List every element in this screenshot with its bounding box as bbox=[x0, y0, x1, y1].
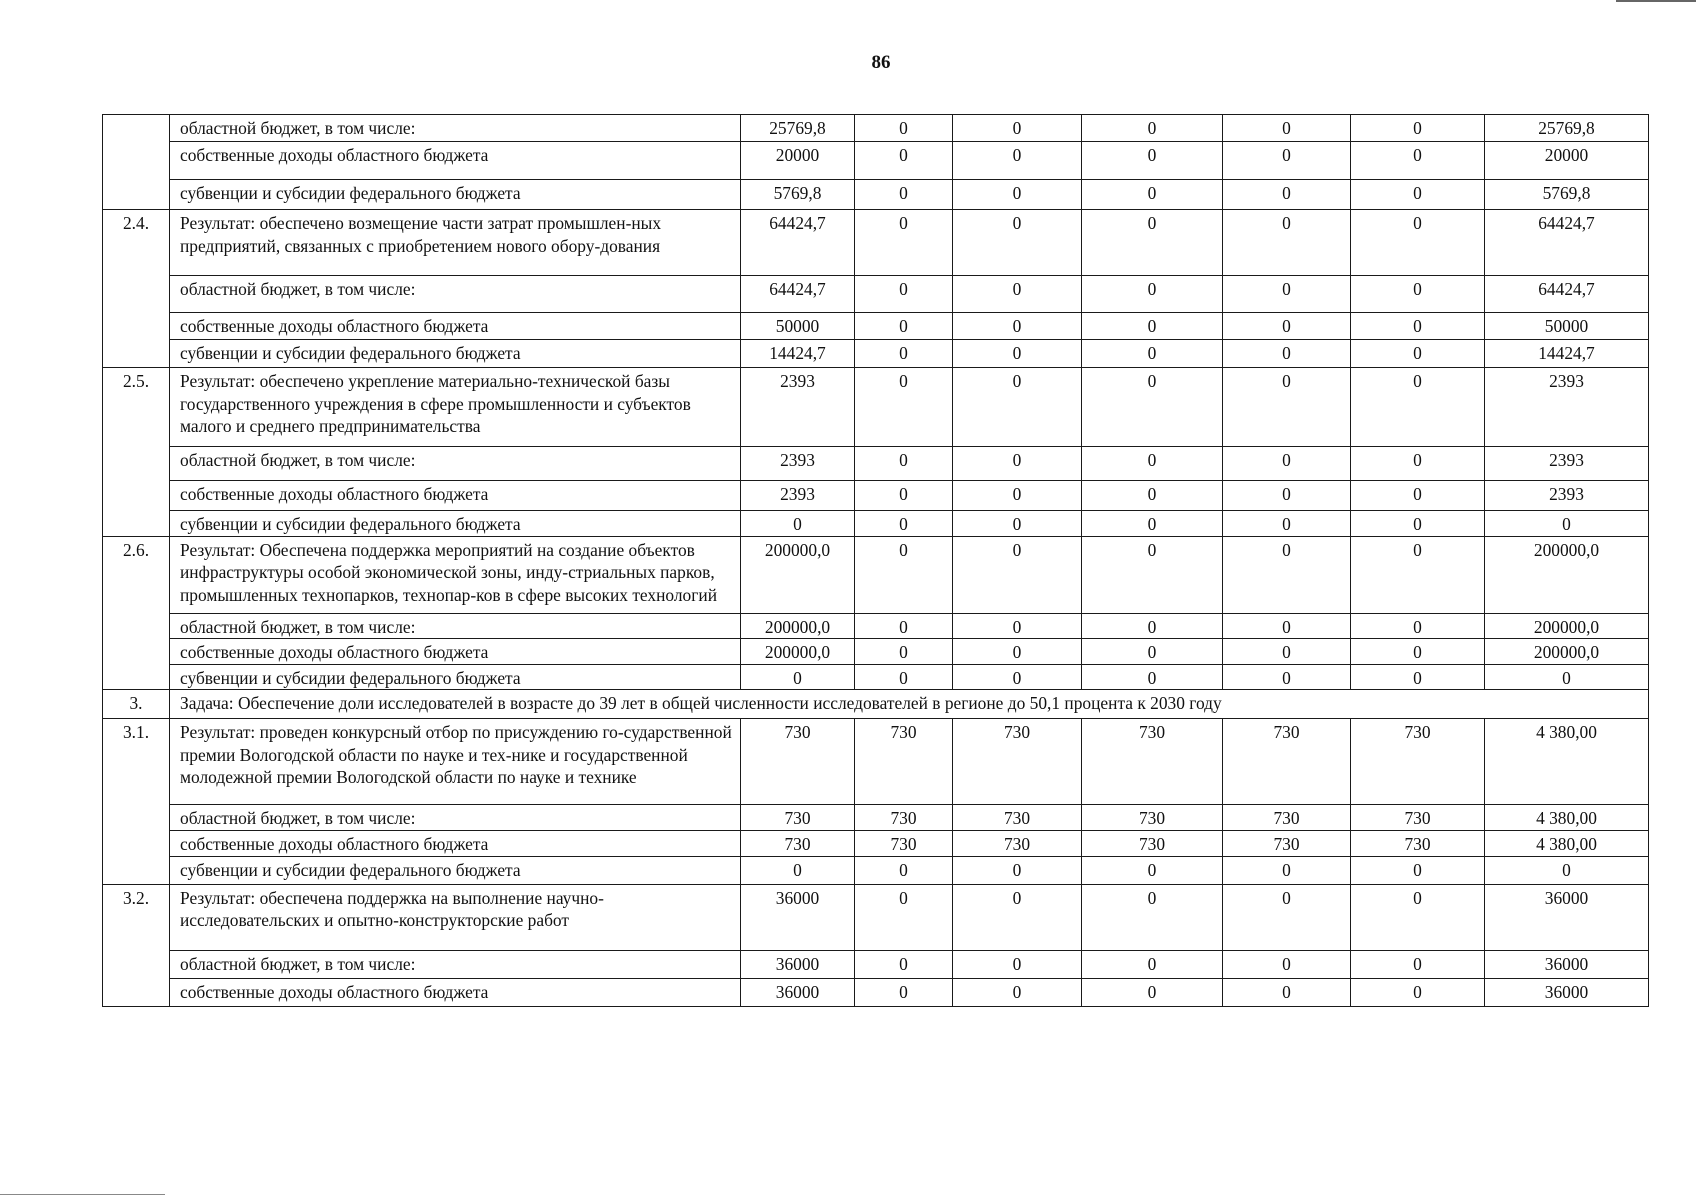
row-label: собственные доходы областного бюджета bbox=[170, 481, 741, 511]
row-label: собственные доходы областного бюджета bbox=[170, 313, 741, 340]
value-cell: 0 bbox=[1082, 950, 1223, 978]
value-cell: 0 bbox=[1082, 536, 1223, 613]
value-cell: 730 bbox=[953, 719, 1082, 805]
scan-artifact-bottom bbox=[0, 1194, 165, 1195]
value-cell: 0 bbox=[1351, 950, 1485, 978]
value-cell: 200000,0 bbox=[741, 639, 855, 665]
value-cell: 0 bbox=[1223, 978, 1351, 1006]
table-row bbox=[103, 805, 1649, 831]
value-cell: 0 bbox=[1351, 639, 1485, 665]
value-cell: 0 bbox=[953, 856, 1082, 884]
value-cell: 730 bbox=[1351, 719, 1485, 805]
value-cell: 0 bbox=[741, 856, 855, 884]
value-cell: 0 bbox=[1223, 115, 1351, 142]
row-label: Результат: обеспечена поддержка на выполнение научно-исследовательских и опытно-конструкторские работ bbox=[170, 884, 741, 950]
value-cell: 5769,8 bbox=[1485, 180, 1649, 210]
value-cell: 0 bbox=[953, 613, 1082, 639]
value-cell: 0 bbox=[855, 481, 953, 511]
value-cell: 0 bbox=[953, 950, 1082, 978]
value-cell: 0 bbox=[953, 639, 1082, 665]
task-label: Задача: Обеспечение доли исследователей в возрасте до 39 лет в общей численности исследователей в регионе до 50,1 процента к 2030 году bbox=[170, 690, 1649, 719]
value-cell: 0 bbox=[1082, 884, 1223, 950]
row-label: собственные доходы областного бюджета bbox=[170, 978, 741, 1006]
value-cell: 0 bbox=[953, 368, 1082, 447]
value-cell: 0 bbox=[1351, 313, 1485, 340]
value-cell: 2393 bbox=[741, 368, 855, 447]
value-cell: 64424,7 bbox=[741, 276, 855, 313]
value-cell: 0 bbox=[1082, 639, 1223, 665]
value-cell: 730 bbox=[1082, 830, 1223, 856]
table-row bbox=[103, 613, 1649, 639]
row-label: Результат: обеспечено укрепление материально-технической базы государственного учреждения в сфере промышленности и субъектов малого и среднего предпринимательства bbox=[170, 368, 741, 447]
value-cell: 730 bbox=[1082, 805, 1223, 831]
value-cell: 0 bbox=[1223, 313, 1351, 340]
scan-artifact-top bbox=[1616, 0, 1696, 2]
table-row bbox=[103, 313, 1649, 340]
value-cell: 0 bbox=[1351, 340, 1485, 368]
value-cell: 0 bbox=[855, 884, 953, 950]
value-cell: 0 bbox=[1223, 856, 1351, 884]
value-cell: 0 bbox=[1223, 210, 1351, 276]
value-cell: 730 bbox=[1082, 719, 1223, 805]
value-cell: 0 bbox=[953, 536, 1082, 613]
value-cell: 0 bbox=[1082, 613, 1223, 639]
value-cell: 0 bbox=[1351, 276, 1485, 313]
value-cell: 2393 bbox=[1485, 447, 1649, 481]
row-label: субвенции и субсидии федерального бюджета bbox=[170, 340, 741, 368]
value-cell: 0 bbox=[1485, 664, 1649, 690]
value-cell: 730 bbox=[1223, 830, 1351, 856]
row-index: 3.1. bbox=[103, 719, 170, 885]
value-cell: 2393 bbox=[741, 481, 855, 511]
value-cell: 200000,0 bbox=[741, 536, 855, 613]
value-cell: 0 bbox=[1485, 856, 1649, 884]
value-cell: 200000,0 bbox=[1485, 639, 1649, 665]
value-cell: 4 380,00 bbox=[1485, 805, 1649, 831]
row-label: Результат: проведен конкурсный отбор по присуждению го-сударственной премии Вологодской области по науке и тех-нике и государственной молодежной премии Вологодской области по науке и технике bbox=[170, 719, 741, 805]
value-cell: 0 bbox=[855, 447, 953, 481]
value-cell: 0 bbox=[953, 447, 1082, 481]
value-cell: 0 bbox=[1082, 481, 1223, 511]
table-row bbox=[103, 664, 1649, 690]
value-cell: 0 bbox=[1351, 210, 1485, 276]
value-cell: 0 bbox=[855, 511, 953, 537]
value-cell: 25769,8 bbox=[1485, 115, 1649, 142]
value-cell: 0 bbox=[1351, 368, 1485, 447]
value-cell: 0 bbox=[1082, 664, 1223, 690]
value-cell: 25769,8 bbox=[741, 115, 855, 142]
value-cell: 0 bbox=[855, 210, 953, 276]
table-row bbox=[103, 719, 1649, 805]
row-label: субвенции и субсидии федерального бюджета bbox=[170, 511, 741, 537]
value-cell: 36000 bbox=[741, 978, 855, 1006]
value-cell: 2393 bbox=[1485, 481, 1649, 511]
value-cell: 0 bbox=[855, 276, 953, 313]
value-cell: 0 bbox=[855, 368, 953, 447]
value-cell: 730 bbox=[855, 830, 953, 856]
value-cell: 0 bbox=[1223, 340, 1351, 368]
value-cell: 730 bbox=[855, 805, 953, 831]
row-label: Результат: Обеспечена поддержка мероприятий на создание объектов инфраструктуры особой экономической зоны, инду-стриальных парков, промышленных технопарков, технопар-ков в сфере высоких технологий bbox=[170, 536, 741, 613]
page-number: 86 bbox=[871, 52, 891, 73]
value-cell: 730 bbox=[1351, 830, 1485, 856]
value-cell: 14424,7 bbox=[1485, 340, 1649, 368]
value-cell: 0 bbox=[1223, 511, 1351, 537]
row-index: 3. bbox=[103, 690, 170, 719]
value-cell: 0 bbox=[953, 210, 1082, 276]
value-cell: 64424,7 bbox=[1485, 210, 1649, 276]
row-index: 3.2. bbox=[103, 884, 170, 1006]
value-cell: 0 bbox=[1351, 978, 1485, 1006]
value-cell: 730 bbox=[1223, 719, 1351, 805]
value-cell: 0 bbox=[1082, 180, 1223, 210]
value-cell: 730 bbox=[741, 830, 855, 856]
table-row bbox=[103, 884, 1649, 950]
value-cell: 0 bbox=[953, 664, 1082, 690]
row-label: собственные доходы областного бюджета bbox=[170, 142, 741, 180]
value-cell: 0 bbox=[1351, 511, 1485, 537]
row-label: собственные доходы областного бюджета bbox=[170, 639, 741, 665]
row-label: собственные доходы областного бюджета bbox=[170, 830, 741, 856]
value-cell: 0 bbox=[855, 978, 953, 1006]
value-cell: 20000 bbox=[1485, 142, 1649, 180]
row-label: областной бюджет, в том числе: bbox=[170, 613, 741, 639]
value-cell: 0 bbox=[855, 340, 953, 368]
value-cell: 14424,7 bbox=[741, 340, 855, 368]
value-cell: 2393 bbox=[741, 447, 855, 481]
table-row bbox=[103, 180, 1649, 210]
row-label: субвенции и субсидии федерального бюджета bbox=[170, 856, 741, 884]
value-cell: 0 bbox=[1223, 276, 1351, 313]
value-cell: 0 bbox=[953, 511, 1082, 537]
row-index: 2.5. bbox=[103, 368, 170, 537]
value-cell: 0 bbox=[855, 142, 953, 180]
value-cell: 0 bbox=[1082, 368, 1223, 447]
value-cell: 0 bbox=[953, 313, 1082, 340]
table-row bbox=[103, 978, 1649, 1006]
value-cell: 0 bbox=[1223, 180, 1351, 210]
value-cell: 730 bbox=[953, 805, 1082, 831]
table-row bbox=[103, 340, 1649, 368]
value-cell: 0 bbox=[855, 115, 953, 142]
value-cell: 0 bbox=[855, 664, 953, 690]
value-cell: 200000,0 bbox=[741, 613, 855, 639]
value-cell: 0 bbox=[1351, 884, 1485, 950]
value-cell: 0 bbox=[1082, 511, 1223, 537]
value-cell: 0 bbox=[1082, 340, 1223, 368]
value-cell: 0 bbox=[1351, 613, 1485, 639]
value-cell: 0 bbox=[1223, 142, 1351, 180]
value-cell: 0 bbox=[953, 481, 1082, 511]
table-row bbox=[103, 115, 1649, 142]
budget-table bbox=[102, 114, 1649, 1007]
value-cell: 36000 bbox=[1485, 978, 1649, 1006]
table-row bbox=[103, 536, 1649, 613]
table-row bbox=[103, 511, 1649, 537]
value-cell: 0 bbox=[1223, 536, 1351, 613]
table-row bbox=[103, 276, 1649, 313]
value-cell: 0 bbox=[855, 180, 953, 210]
row-label: областной бюджет, в том числе: bbox=[170, 950, 741, 978]
value-cell: 50000 bbox=[1485, 313, 1649, 340]
value-cell: 0 bbox=[1351, 115, 1485, 142]
value-cell: 0 bbox=[953, 142, 1082, 180]
value-cell: 0 bbox=[1082, 142, 1223, 180]
value-cell: 0 bbox=[855, 313, 953, 340]
value-cell: 0 bbox=[855, 613, 953, 639]
value-cell: 0 bbox=[953, 115, 1082, 142]
value-cell: 4 380,00 bbox=[1485, 830, 1649, 856]
table-row bbox=[103, 830, 1649, 856]
value-cell: 0 bbox=[1082, 978, 1223, 1006]
value-cell: 0 bbox=[741, 511, 855, 537]
value-cell: 0 bbox=[1082, 447, 1223, 481]
value-cell: 64424,7 bbox=[741, 210, 855, 276]
value-cell: 0 bbox=[1082, 210, 1223, 276]
value-cell: 0 bbox=[1082, 856, 1223, 884]
value-cell: 730 bbox=[741, 805, 855, 831]
value-cell: 200000,0 bbox=[1485, 613, 1649, 639]
value-cell: 36000 bbox=[1485, 884, 1649, 950]
value-cell: 0 bbox=[855, 950, 953, 978]
value-cell: 20000 bbox=[741, 142, 855, 180]
row-label: субвенции и субсидии федерального бюджета bbox=[170, 180, 741, 210]
value-cell: 0 bbox=[1223, 447, 1351, 481]
value-cell: 0 bbox=[1351, 180, 1485, 210]
table-row bbox=[103, 639, 1649, 665]
row-label: областной бюджет, в том числе: bbox=[170, 805, 741, 831]
table-row bbox=[103, 690, 1649, 719]
table-row bbox=[103, 950, 1649, 978]
value-cell: 0 bbox=[953, 276, 1082, 313]
value-cell: 0 bbox=[855, 536, 953, 613]
value-cell: 0 bbox=[1351, 664, 1485, 690]
value-cell: 0 bbox=[953, 978, 1082, 1006]
value-cell: 730 bbox=[1223, 805, 1351, 831]
value-cell: 0 bbox=[1082, 276, 1223, 313]
value-cell: 64424,7 bbox=[1485, 276, 1649, 313]
value-cell: 2393 bbox=[1485, 368, 1649, 447]
value-cell: 4 380,00 bbox=[1485, 719, 1649, 805]
value-cell: 0 bbox=[1351, 142, 1485, 180]
value-cell: 0 bbox=[1351, 447, 1485, 481]
value-cell: 5769,8 bbox=[741, 180, 855, 210]
value-cell: 0 bbox=[1485, 511, 1649, 537]
row-label: областной бюджет, в том числе: bbox=[170, 447, 741, 481]
value-cell: 200000,0 bbox=[1485, 536, 1649, 613]
row-label: субвенции и субсидии федерального бюджета bbox=[170, 664, 741, 690]
value-cell: 730 bbox=[855, 719, 953, 805]
value-cell: 0 bbox=[741, 664, 855, 690]
value-cell: 730 bbox=[1351, 805, 1485, 831]
row-label: областной бюджет, в том числе: bbox=[170, 115, 741, 142]
value-cell: 0 bbox=[1223, 884, 1351, 950]
table-row bbox=[103, 856, 1649, 884]
row-index bbox=[103, 115, 170, 210]
row-index: 2.6. bbox=[103, 536, 170, 690]
value-cell: 0 bbox=[1223, 368, 1351, 447]
table-row bbox=[103, 368, 1649, 447]
value-cell: 0 bbox=[953, 884, 1082, 950]
value-cell: 0 bbox=[855, 639, 953, 665]
row-label: Результат: обеспечено возмещение части затрат промышлен-ных предприятий, связанных с приобретением нового обору-дования bbox=[170, 210, 741, 276]
value-cell: 50000 bbox=[741, 313, 855, 340]
value-cell: 0 bbox=[1082, 115, 1223, 142]
value-cell: 0 bbox=[1351, 536, 1485, 613]
value-cell: 0 bbox=[953, 340, 1082, 368]
value-cell: 36000 bbox=[1485, 950, 1649, 978]
value-cell: 0 bbox=[953, 180, 1082, 210]
value-cell: 0 bbox=[855, 856, 953, 884]
value-cell: 0 bbox=[1223, 481, 1351, 511]
value-cell: 0 bbox=[1223, 613, 1351, 639]
value-cell: 0 bbox=[1082, 313, 1223, 340]
table-row bbox=[103, 142, 1649, 180]
table-row bbox=[103, 447, 1649, 481]
value-cell: 730 bbox=[741, 719, 855, 805]
value-cell: 0 bbox=[1351, 856, 1485, 884]
row-label: областной бюджет, в том числе: bbox=[170, 276, 741, 313]
table-row bbox=[103, 210, 1649, 276]
value-cell: 0 bbox=[1223, 639, 1351, 665]
value-cell: 36000 bbox=[741, 950, 855, 978]
value-cell: 0 bbox=[1223, 664, 1351, 690]
value-cell: 730 bbox=[953, 830, 1082, 856]
value-cell: 0 bbox=[1223, 950, 1351, 978]
table-row bbox=[103, 481, 1649, 511]
value-cell: 0 bbox=[1351, 481, 1485, 511]
row-index: 2.4. bbox=[103, 210, 170, 368]
value-cell: 36000 bbox=[741, 884, 855, 950]
